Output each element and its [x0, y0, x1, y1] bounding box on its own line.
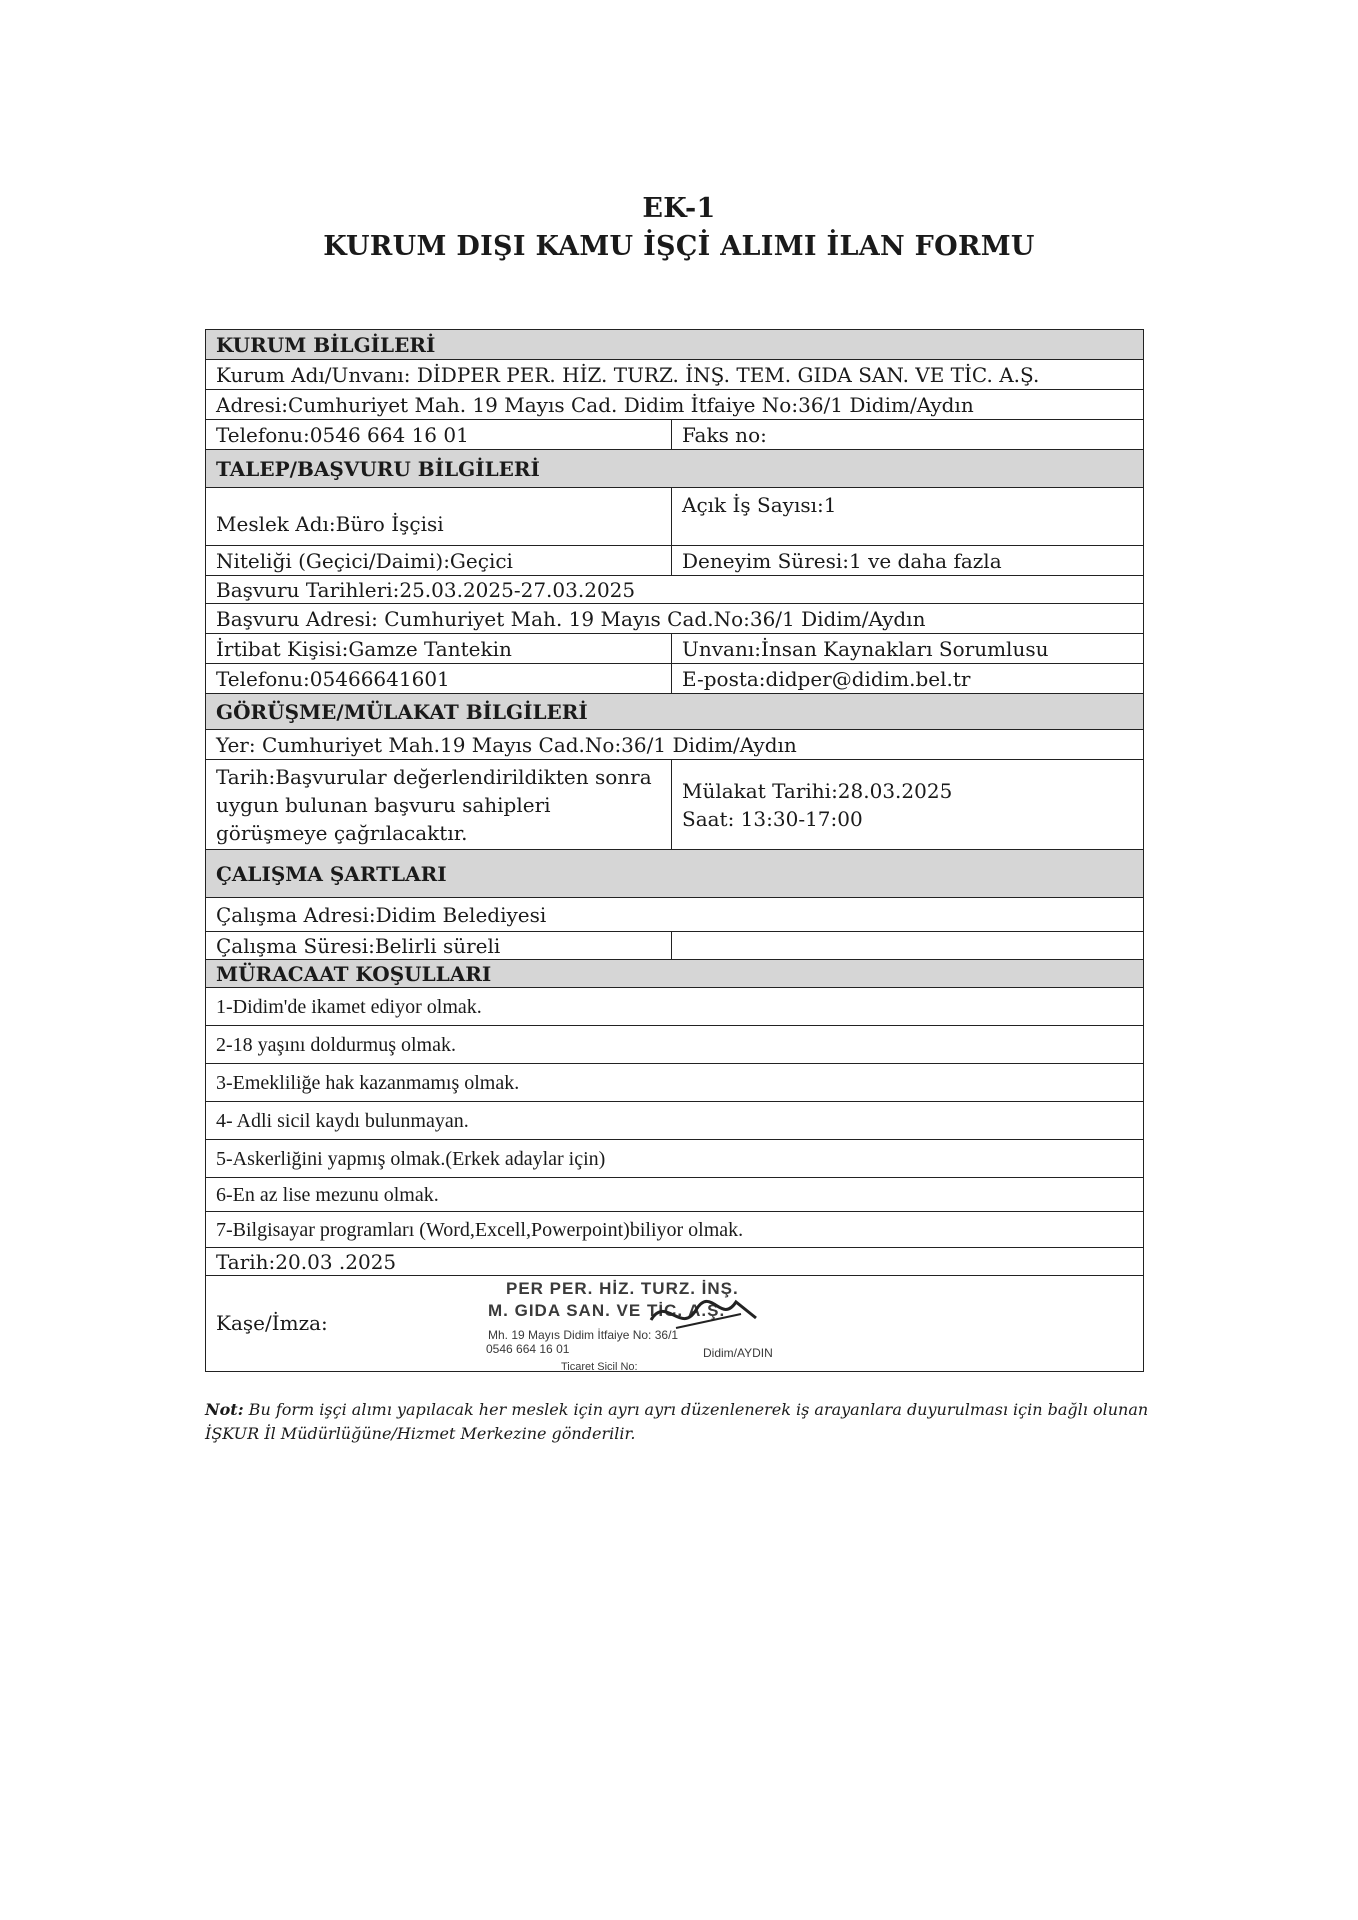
institution-address: Adresi:Cumhuriyet Mah. 19 Mayıs Cad. Didim İtfaiye No:36/1 Didim/Aydın: [206, 390, 1144, 420]
footnote: [205, 1398, 1150, 1446]
condition-item: 5-Askerliğini yapmış olmak.(Erkek adaylar için): [206, 1140, 1144, 1178]
section-muracaat: [206, 960, 1144, 988]
interview-date-info: Tarih:Başvurular değerlendirildikten sonra uygun bulunan başvuru sahipleri görüşmeye çağrılacaktır.: [206, 760, 672, 850]
note-text: Bu form işçi alımı yapılacak her meslek için ayrı ayrı düzenlenerek iş arayanlara duyurulması için bağlı olunan İŞKUR İl Müdürlüğüne/Hizmet Merkezine gönderilir.: [205, 1400, 1149, 1443]
work-address: Çalışma Adresi:Didim Belediyesi: [206, 898, 1144, 932]
application-dates: Başvuru Tarihleri:25.03.2025-27.03.2025: [206, 576, 1144, 604]
contact-email: E-posta:didper@didim.bel.tr: [672, 664, 1144, 694]
section-talep: [206, 450, 1144, 488]
section-calisma: [206, 850, 1144, 898]
form-heading: KURUM DIŞI KAMU İŞÇİ ALIMI İLAN FORMU: [323, 231, 1035, 262]
condition-item: 2-18 yaşını doldurmuş olmak.: [206, 1026, 1144, 1064]
condition-item: 7-Bilgisayar programları (Word,Excell,Powerpoint)biliyor olmak.: [206, 1212, 1144, 1248]
job-nature: Niteliği (Geçici/Daimi):Geçici: [206, 546, 672, 576]
contact-title: Unvanı:İnsan Kaynakları Sorumlusu: [672, 634, 1144, 664]
section-heading: TALEP/BAŞVURU BİLGİLERİ: [206, 450, 1144, 488]
stamp-line: Didim/AYDIN: [703, 1346, 773, 1360]
institution-phone: Telefonu:0546 664 16 01: [206, 420, 672, 450]
stamp-line: PER PER. HİZ. TURZ. İNŞ.: [506, 1279, 739, 1298]
stamp-line: Mh. 19 Mayıs Didim İtfaiye No: 36/1: [488, 1328, 679, 1342]
note-label: Not:: [205, 1400, 244, 1419]
stamp-signature-cell: [206, 1276, 1144, 1372]
institution-name: Kurum Adı/Unvanı: DİDPER PER. HİZ. TURZ. İNŞ. TEM. GIDA SAN. VE TİC. A.Ş.: [206, 360, 1144, 390]
interview-hours: Saat: 13:30-17:00: [682, 806, 863, 831]
stamp-area: [206, 1276, 1143, 1371]
interview-time-cell: [672, 760, 1144, 850]
contact-person: İrtibat Kişisi:Gamze Tantekin: [206, 634, 672, 664]
application-address: Başvuru Adresi: Cumhuriyet Mah. 19 Mayıs Cad.No:36/1 Didim/Aydın: [206, 604, 1144, 634]
section-heading: MÜRACAAT KOŞULLARI: [206, 960, 1144, 988]
section-heading: KURUM BİLGİLERİ: [206, 330, 1144, 360]
stamp-signature-label: Kaşe/İmza:: [216, 1311, 328, 1335]
interview-location: Yer: Cumhuriyet Mah.19 Mayıs Cad.No:36/1 Didim/Aydın: [206, 730, 1144, 760]
signature-scribble: [646, 1290, 766, 1340]
stamp-line: 0546 664 16 01: [486, 1342, 570, 1356]
work-duration: Çalışma Süresi:Belirli süreli: [206, 932, 672, 960]
section-heading: GÖRÜŞME/MÜLAKAT BİLGİLERİ: [206, 694, 1144, 730]
form-title: [0, 190, 1358, 266]
stamp-line: Ticaret Sicil No:: [561, 1361, 638, 1372]
form-date: Tarih:20.03 .2025: [206, 1248, 1144, 1276]
institution-fax: Faks no:: [672, 420, 1144, 450]
stamp-line: M. GIDA SAN. VE TİC. A.Ş.: [488, 1301, 726, 1320]
condition-item: 6-En az lise mezunu olmak.: [206, 1178, 1144, 1212]
condition-item: 4- Adli sicil kaydı bulunmayan.: [206, 1102, 1144, 1140]
condition-item: 3-Emekliliğe hak kazanmamış olmak.: [206, 1064, 1144, 1102]
section-heading: ÇALIŞMA ŞARTLARI: [206, 850, 1144, 898]
experience-duration: Deneyim Süresi:1 ve daha fazla: [672, 546, 1144, 576]
occupation-name: Meslek Adı:Büro İşçisi: [206, 488, 672, 546]
condition-item: 1-Didim'de ikamet ediyor olmak.: [206, 988, 1144, 1026]
section-gorusme: [206, 694, 1144, 730]
interview-date: Mülakat Tarihi:28.03.2025: [682, 778, 953, 803]
contact-phone: Telefonu:05466641601: [206, 664, 672, 694]
announcement-form-table: [205, 329, 1144, 1372]
section-kurum: [206, 330, 1144, 360]
empty-cell: [672, 932, 1144, 960]
open-positions: Açık İş Sayısı:1: [672, 488, 1144, 546]
annex-label: EK-1: [642, 193, 716, 224]
